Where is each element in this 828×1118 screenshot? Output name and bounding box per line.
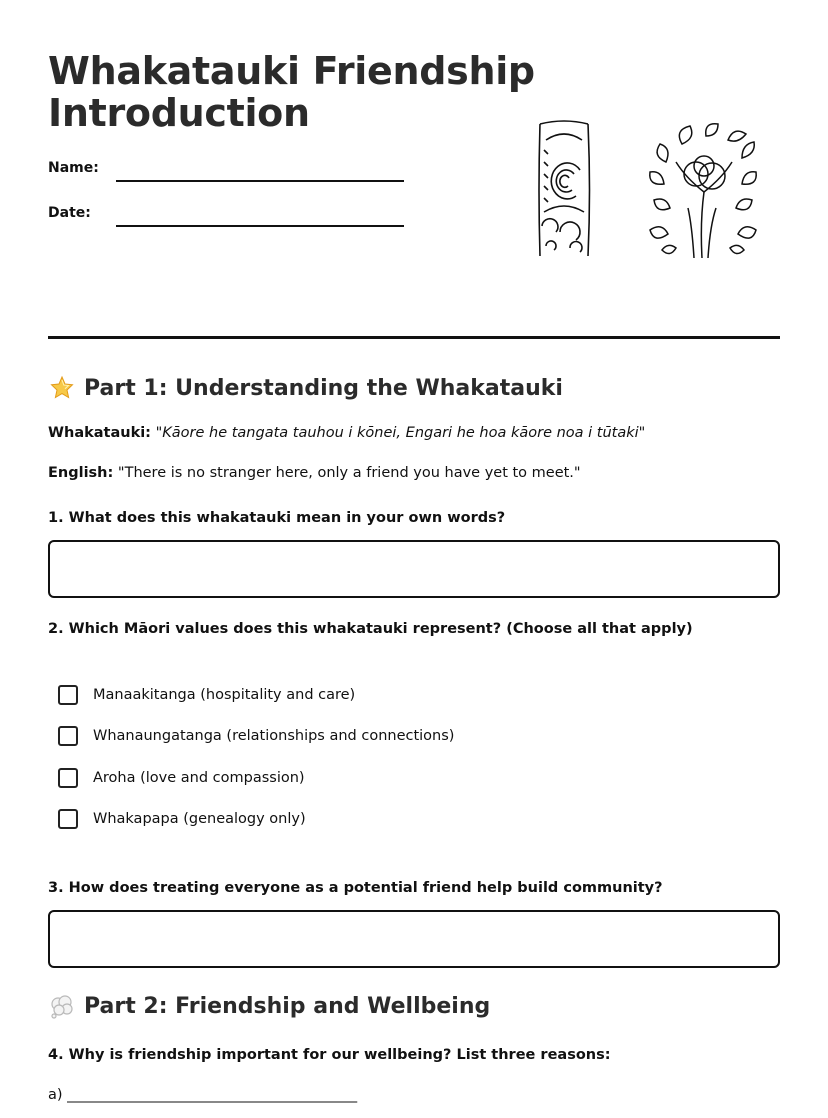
option-label: Whakapapa (genealogy only): [93, 811, 306, 827]
english-line: [48, 465, 581, 481]
answer-box-1[interactable]: [48, 540, 780, 598]
whakatauki-label: Whakatauki:: [48, 425, 151, 441]
checkbox-whakapapa[interactable]: [58, 809, 78, 829]
answer-box-3[interactable]: [48, 910, 780, 968]
title-line-2: Introduction: [48, 91, 310, 135]
option-aroha[interactable]: [58, 766, 305, 790]
question-2: 2. Which Māori values does this whakatauki represent? (Choose all that apply): [48, 621, 693, 637]
maori-carving-illustration: [536, 120, 596, 260]
checkbox-aroha[interactable]: [58, 768, 78, 788]
option-manaakitanga[interactable]: [58, 683, 355, 707]
name-input-line[interactable]: [116, 180, 404, 182]
option-label: Aroha (love and compassion): [93, 770, 305, 786]
option-label: Whanaungatanga (relationships and connections): [93, 728, 455, 744]
checkbox-whanaungatanga[interactable]: [58, 726, 78, 746]
page-title: [48, 50, 535, 134]
star-emoji-icon: [48, 374, 76, 402]
checkbox-manaakitanga[interactable]: [58, 685, 78, 705]
date-label: Date:: [48, 205, 91, 221]
whakatauki-text: "Kāore he tangata tauhou i kōnei, Engari he hoa kāore noa i tūtaki": [155, 425, 646, 441]
whakatauki-line: [48, 425, 645, 441]
answer-line-a[interactable]: a) ________________________________________: [48, 1087, 358, 1103]
option-whanaungatanga[interactable]: [58, 724, 454, 748]
english-text: "There is no stranger here, only a friend you have yet to meet.": [117, 465, 581, 481]
plant-illustration: [646, 122, 758, 260]
question-3: 3. How does treating everyone as a potential friend help build community?: [48, 880, 663, 896]
part2-heading: [48, 992, 490, 1020]
title-line-1: Whakatauki Friendship: [48, 49, 535, 93]
thought-bubble-emoji-icon: [48, 992, 76, 1020]
option-label: Manaakitanga (hospitality and care): [93, 687, 356, 703]
option-whakapapa[interactable]: [58, 807, 306, 831]
part1-heading: [48, 374, 563, 402]
name-label: Name:: [48, 160, 99, 176]
section-divider: [48, 336, 780, 339]
part1-heading-text: Part 1: Understanding the Whakatauki: [84, 375, 563, 401]
english-label: English:: [48, 465, 114, 481]
date-input-line[interactable]: [116, 225, 404, 227]
question-1: 1. What does this whakatauki mean in your own words?: [48, 510, 506, 526]
part2-heading-text: Part 2: Friendship and Wellbeing: [84, 993, 491, 1019]
question-4: 4. Why is friendship important for our wellbeing? List three reasons:: [48, 1047, 611, 1063]
